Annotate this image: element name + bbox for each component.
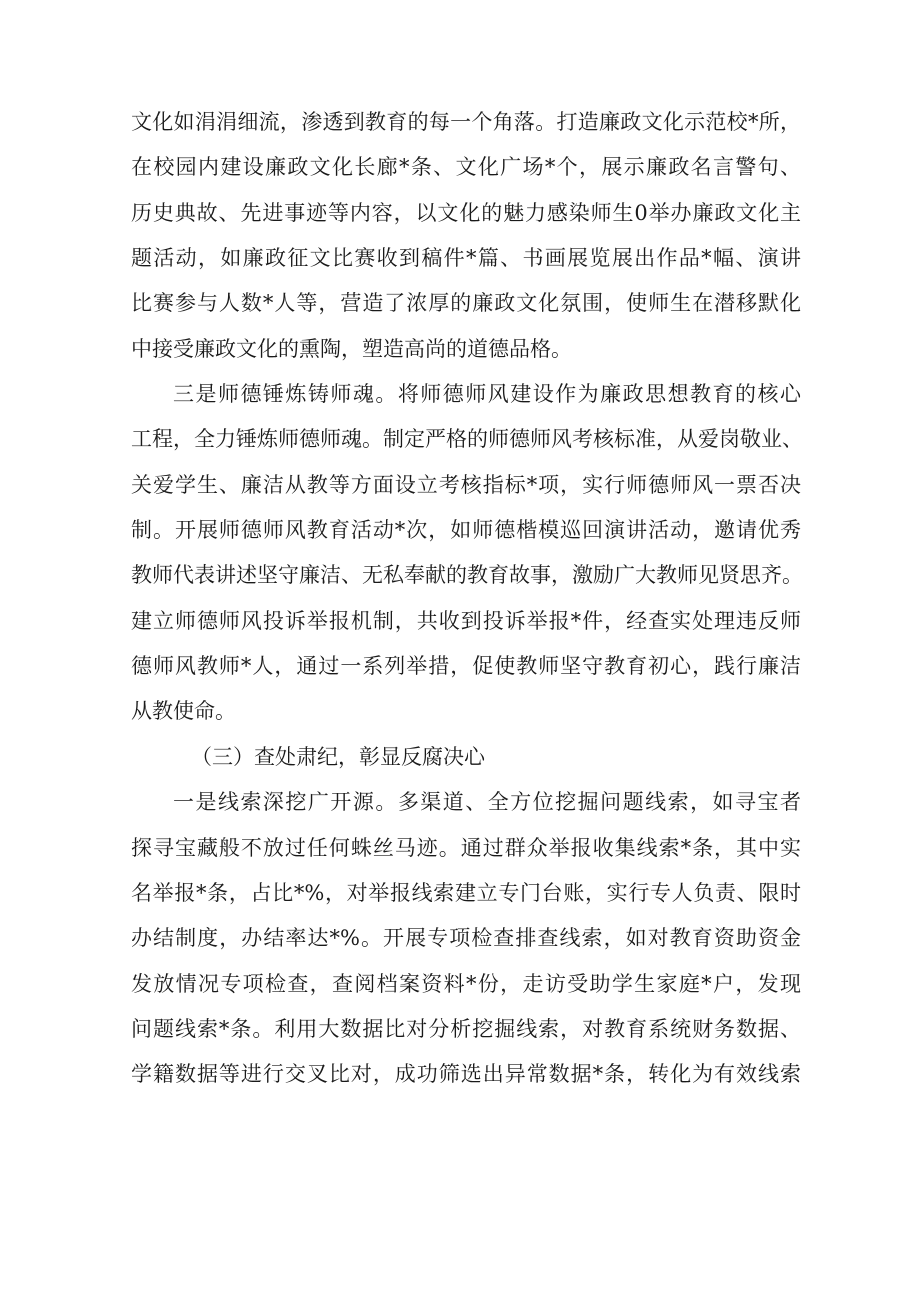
paragraph-culture: [131, 100, 801, 372]
text-line: 德师风教师*人，通过一系列举措，促使教师坚守教育初心，践行廉洁: [131, 654, 801, 679]
text-line: 比赛参与人数*人等，营造了浓厚的廉政文化氛围，使师生在潜移默化: [131, 291, 801, 316]
text-line: 题活动，如廉政征文比赛收到稿件*篇、书画展览展出作品*幅、演讲: [131, 246, 801, 271]
text-line: 一是线索深挖广开源。多渠道、全方位挖掘问题线索，如寻宝者: [173, 790, 801, 815]
text-line: 建立师德师风投诉举报机制，共收到投诉举报*件，经查实处理违反师: [131, 608, 801, 633]
text-line: 在校园内建设廉政文化长廊*条、文化广场*个，展示廉政名言警句、: [131, 155, 801, 180]
text-line: 工程，全力锤炼师德师魂。制定严格的师德师风考核标准，从爱岗敬业、: [131, 427, 803, 452]
text-line: 关爱学生、廉洁从教等方面设立考核指标*项，实行师德师风一票否决: [131, 472, 801, 497]
text-line: 历史典故、先进事迹等内容，以文化的魅力感染师生0举办廉政文化主: [131, 200, 801, 225]
text-line: 问题线索*条。利用大数据比对分析挖掘线索，对教育系统财务数据、: [131, 1016, 801, 1041]
paragraph-teacher-ethics: [131, 372, 801, 735]
paragraph-clue-mining: [131, 780, 801, 1097]
text-line: 名举报*条，占比*%，对举报线索建立专门台账，实行专人负责、限时: [131, 880, 801, 905]
text-line: 发放情况专项检查，查阅档案资料*份，走访受助学生家庭*户，发现: [131, 971, 801, 996]
text-line: 三是师德锤炼铸师魂。将师德师风建设作为廉政思想教育的核心: [173, 382, 801, 407]
text-line: 探寻宝藏般不放过任何蛛丝马迹。通过群众举报收集线索*条，其中实: [131, 835, 801, 860]
text-line: 制。开展师德师风教育活动*次，如师德楷模巡回演讲活动，邀请优秀: [131, 518, 801, 543]
text-line: 中接受廉政文化的熏陶，塑造高尚的道德品格。: [131, 336, 572, 361]
document-body: [131, 100, 801, 1098]
text-line: 学籍数据等进行交叉比对，成功筛选出异常数据*条，转化为有效线索: [131, 1062, 801, 1087]
text-line: 从教使命。: [131, 699, 236, 724]
section-heading: （三）查处肃纪，彰显反腐决心: [191, 744, 485, 769]
text-line: 教师代表讲述坚守廉洁、无私奉献的教育故事，激励广大教师见贤思齐。: [131, 563, 803, 588]
text-line: 办结制度，办结率达*%。开展专项检查排查线索，如对教育资助资金: [131, 926, 801, 951]
text-line: 文化如涓涓细流，渗透到教育的每一个角落。打造廉政文化示范校*所，: [131, 110, 801, 134]
